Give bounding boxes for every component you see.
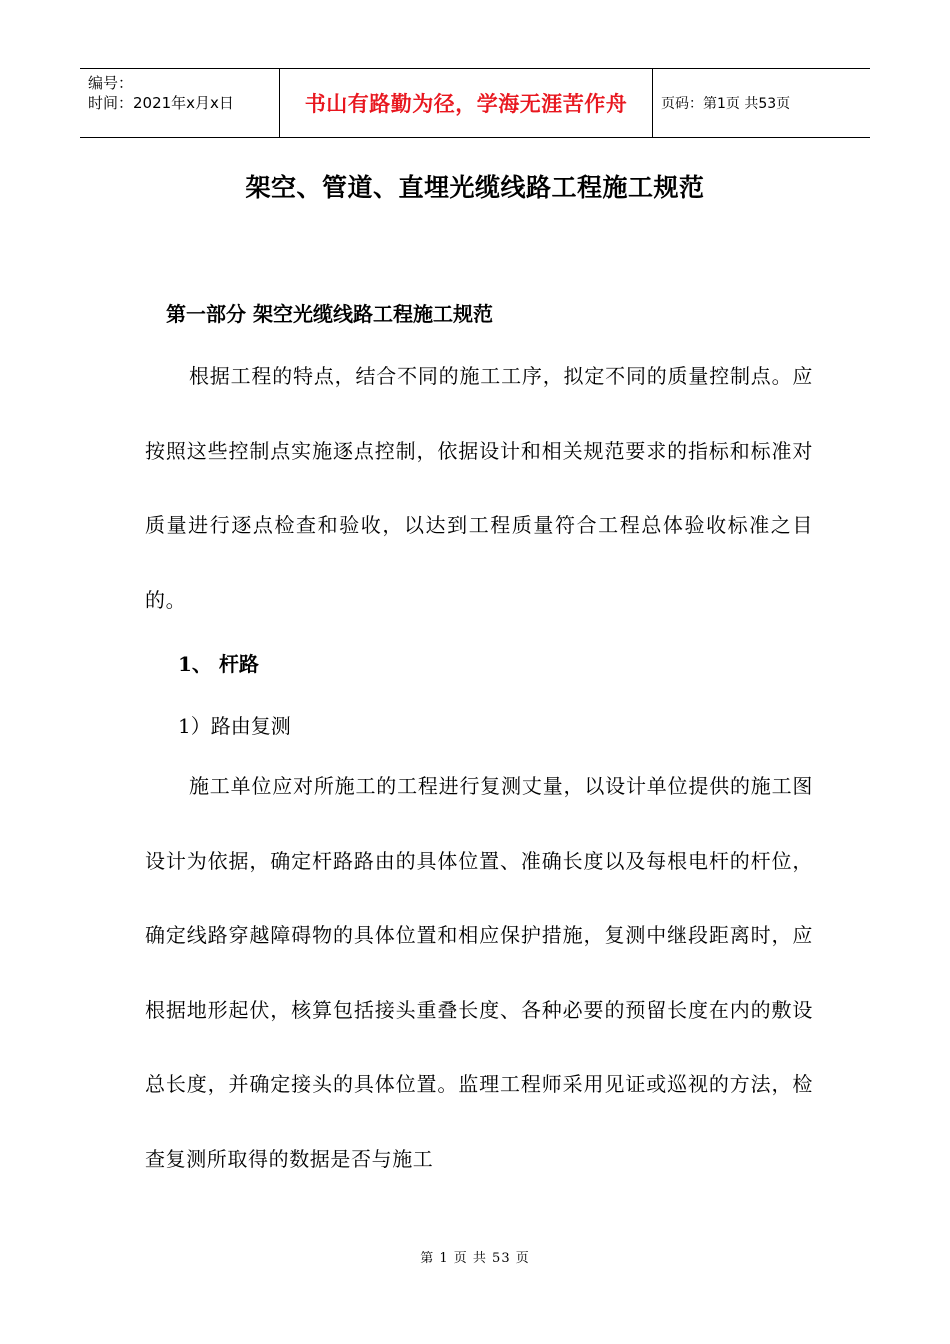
document-header (80, 68, 870, 138)
page-footer: 第 1 页 共 53 页 (420, 1251, 530, 1266)
header-motto: 书山有路勤为径，学海无涯苦作舟 (280, 69, 653, 137)
header-meta-cell (80, 69, 280, 137)
document-date-label: 时间：2021年x月x日 (88, 94, 234, 112)
part-title: 第一部分 架空光缆线路工程施工规范 (166, 302, 493, 326)
header-page-info: 页码：第1页 共53页 (661, 96, 791, 112)
document-number-label: 编号： (88, 74, 134, 92)
intro-paragraph: 根据工程的特点，结合不同的施工工序，拟定不同的质量控制点。应按照这些控制点实施逐点控制，依据设计和相关规范要求的指标和标准对质量进行逐点检查和验收，以达到工程质量符合工程总体验收标准之目的。 (145, 364, 813, 612)
subsection-paragraph: 施工单位应对所施工的工程进行复测丈量，以设计单位提供的施工图设计为依据，确定杆路路由的具体位置、准确长度以及每根电杆的杆位，确定线路穿越障碍物的具体位置和相应保护措施，复测中继段距离时，应根据地形起伏，核算包括接头重叠长度、各种必要的预留长度在内的敷设总长度，并确定接头的具体位置。监理工程师采用见证或巡视的方法，检查复测所取得的数据是否与施工 (145, 774, 813, 1171)
document-title: 架空、管道、直埋光缆线路工程施工规范 (245, 173, 705, 202)
section-heading: 1、 杆路 (178, 652, 259, 676)
subsection-heading: 1）路由复测 (178, 714, 291, 738)
